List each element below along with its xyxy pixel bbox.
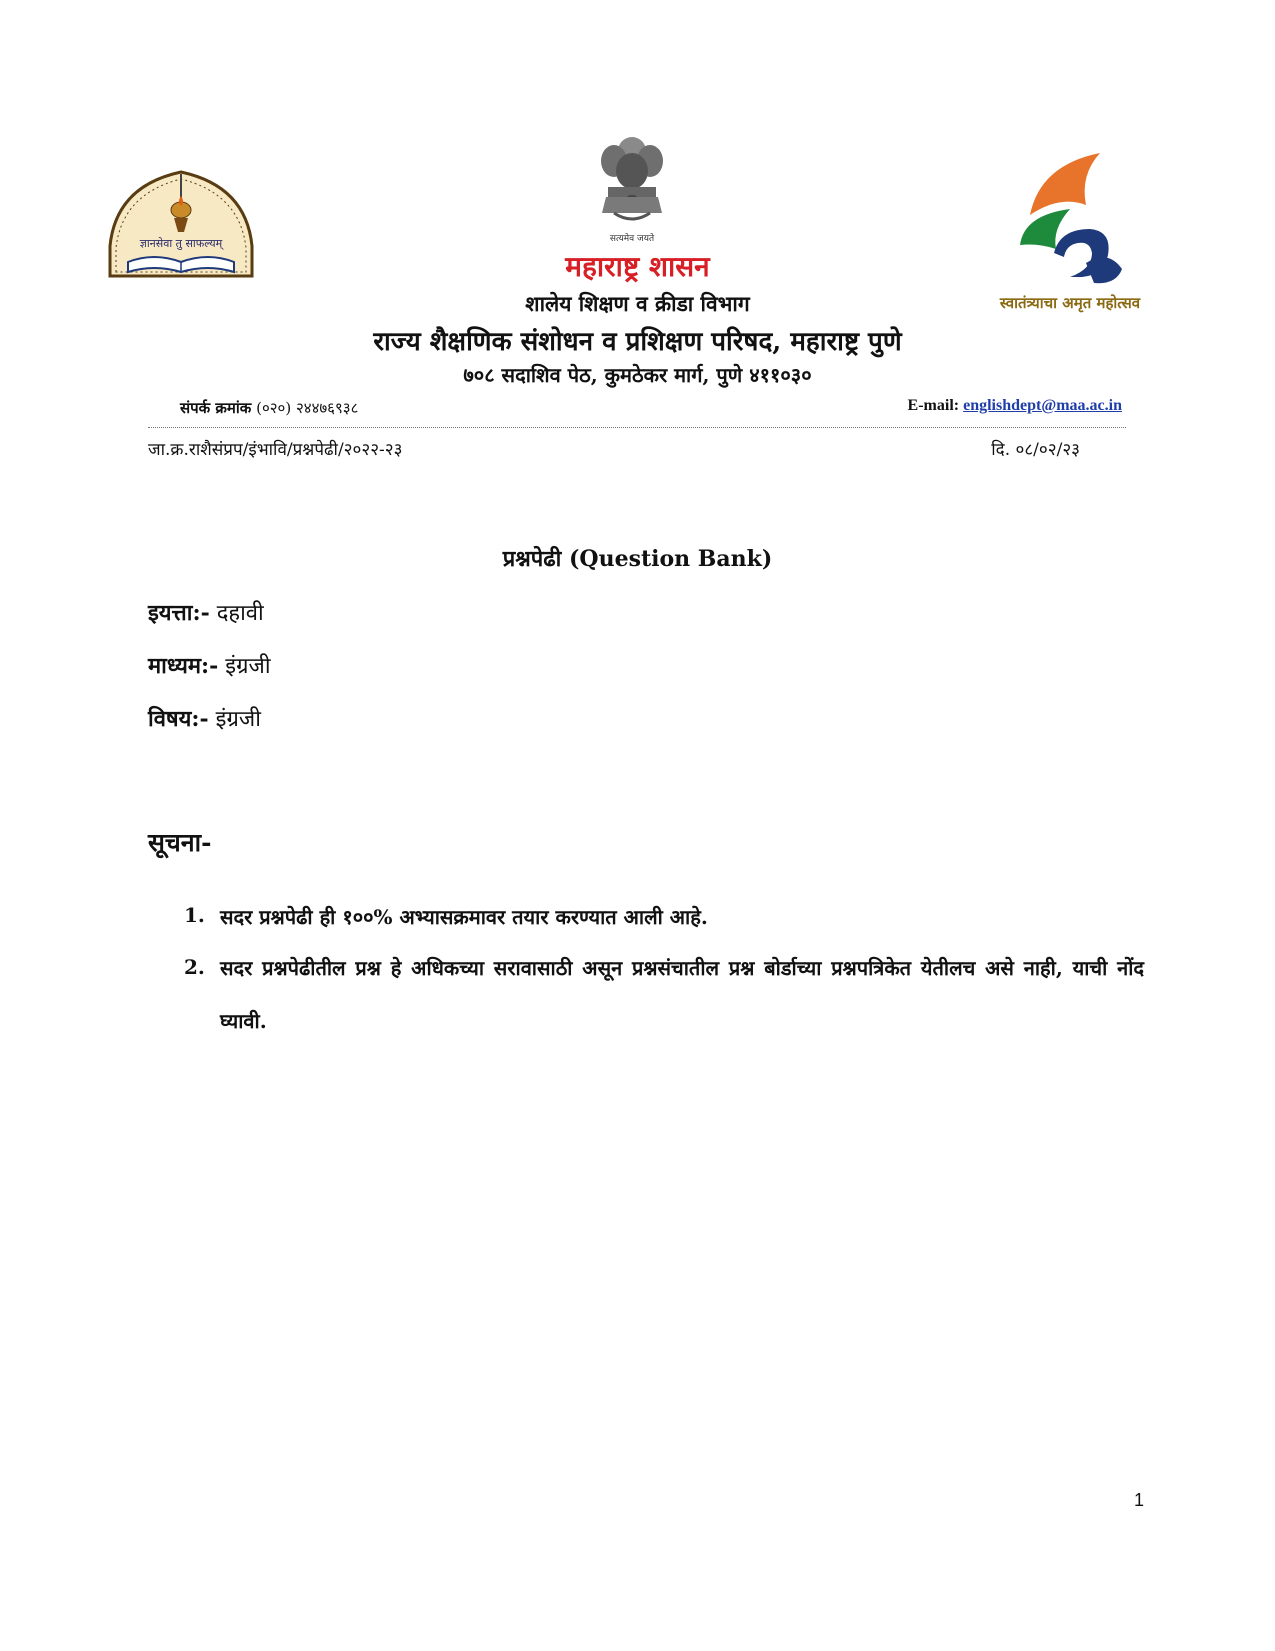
- reference-date: दि. ०८/०२/२३: [991, 440, 1080, 460]
- field-label: इयत्ता:-: [148, 600, 210, 626]
- reference-number: जा.क्र.राशैसंप्रप/इंभावि/प्रश्नपेढी/२०२२-२३: [148, 440, 403, 460]
- contact-number: (०२०) २४४७६९३८: [256, 399, 359, 417]
- azadi-caption: स्वातंत्र्याचा अमृत महोत्सव: [999, 294, 1141, 312]
- field-label: विषय:-: [148, 706, 209, 732]
- lion-capital-icon: [592, 133, 672, 231]
- document-title: प्रश्नपेढी (Question Bank): [502, 546, 773, 572]
- instruction-item: [184, 955, 1144, 1033]
- email-link[interactable]: englishdept@maa.ac.in: [963, 397, 1122, 414]
- page-number: 1: [1134, 1490, 1145, 1510]
- instruction-number: 2.: [184, 955, 205, 979]
- instruction-text: सदर प्रश्नपेढी ही १००% अभ्यासक्रमावर तयार करण्यात आली आहे.: [220, 905, 708, 929]
- office-address: ७०८ सदाशिव पेठ, कुमठेकर मार्ग, पुणे ४११०३०: [463, 363, 812, 387]
- field-value: इंग्रजी: [225, 654, 271, 679]
- field-standard: [148, 597, 264, 627]
- field-medium: [148, 650, 271, 680]
- contact-info: [180, 398, 358, 418]
- field-value: दहावी: [216, 601, 264, 626]
- government-name: महाराष्ट्र शासन: [565, 250, 710, 283]
- contact-label: संपर्क क्रमांक: [180, 399, 252, 417]
- instruction-text: सदर प्रश्नपेढीतील प्रश्न हे अधिकच्या सरावासाठी असून प्रश्नसंचातील प्रश्न बोर्डाच्या प्रश्नपत्रिकेत येतीलच असे नाही, याची नोंद घ्यावी.: [220, 956, 1144, 1033]
- email-info: [908, 397, 1122, 415]
- field-label: माध्यम:-: [148, 653, 219, 679]
- left-logo-motto: ज्ञानसेवा तु साफल्यम्: [139, 237, 223, 250]
- field-value: इंग्रजी: [215, 707, 261, 732]
- council-name: राज्य शैक्षणिक संशोधन व प्रशिक्षण परिषद, महाराष्ट्र पुणे: [373, 327, 902, 357]
- instructions-heading: सूचना-: [148, 828, 212, 857]
- national-emblem: [592, 133, 672, 245]
- instruction-number: 1.: [184, 903, 205, 927]
- header-divider: [148, 427, 1126, 428]
- field-subject: [148, 703, 261, 733]
- email-label: E-mail:: [907, 397, 960, 414]
- emblem-motto: सत्यमेव जयते: [609, 234, 655, 244]
- department-name: शालेय शिक्षण व क्रीडा विभाग: [525, 291, 750, 316]
